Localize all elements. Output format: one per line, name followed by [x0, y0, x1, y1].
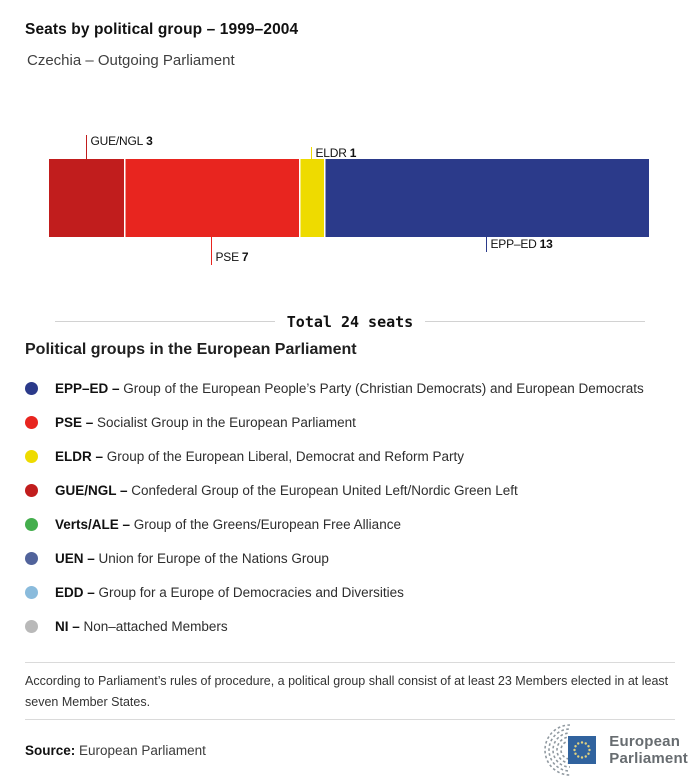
legend-label-ni: NI – Non–attached Members [55, 618, 228, 634]
stacked-bar [49, 159, 649, 237]
legend-dot-pse [25, 416, 38, 429]
bar-segment-pse[interactable] [124, 159, 299, 237]
legend-item-edd [0, 575, 700, 609]
source-label: Source: [25, 742, 76, 758]
tick-pse [211, 237, 213, 265]
legend-dot-epp-ed [25, 382, 38, 395]
tick-epp-ed [486, 237, 488, 252]
total-seats-divider [55, 312, 645, 331]
footnote: According to Parliament’s rules of procedure, a political group shall consist of at least 23 Members elected in at least seven Member States. [25, 674, 669, 709]
legend-dot-uen [25, 552, 38, 565]
bar-segment-label-pse: PSE 7 [215, 250, 249, 264]
tick-gue-ngl [86, 135, 88, 159]
legend-item-uen [0, 541, 700, 575]
legend-item-epp-ed [0, 371, 700, 405]
page-subtitle: Czechia – Outgoing Parliament [27, 52, 235, 69]
legend-item-verts-ale [0, 507, 700, 541]
source-value: European Parliament [79, 742, 206, 758]
legend-label-edd: EDD – Group for a Europe of Democracies and Diversities [55, 584, 404, 600]
logo-wordmark [609, 733, 688, 767]
legend-label-gue-ngl: GUE/NGL – Confederal Group of the European United Left/Nordic Green Left [55, 482, 518, 498]
legend-label-pse: PSE – Socialist Group in the European Parliament [55, 414, 356, 430]
divider-line-right [425, 321, 645, 322]
tick-eldr [311, 147, 313, 159]
divider-line-left [55, 321, 275, 322]
legend-dot-ni [25, 620, 38, 633]
legend-item-pse [0, 405, 700, 439]
legend-label-eldr: ELDR – Group of the European Liberal, Democrat and Reform Party [55, 448, 464, 464]
legend-dot-eldr [25, 450, 38, 463]
legend-heading: Political groups in the European Parliament [25, 341, 357, 358]
total-seats-label: Total 24 seats [286, 312, 414, 331]
bar-segment-label-gue-ngl: GUE/NGL 3 [90, 134, 153, 148]
legend-item-gue-ngl [0, 473, 700, 507]
legend-label-epp-ed: EPP–ED – Group of the European People’s Party (Christian Democrats) and European Democrats [55, 380, 644, 396]
footer [0, 720, 700, 776]
legend-dot-gue-ngl [25, 484, 38, 497]
bar-segment-gue-ngl[interactable] [49, 159, 124, 237]
legend-label-uen: UEN – Union for Europe of the Nations Group [55, 550, 329, 566]
legend [0, 371, 700, 643]
legend-item-ni [0, 609, 700, 643]
bar-segment-label-epp-ed: EPP–ED 13 [490, 237, 553, 251]
seats-bar-chart [0, 132, 700, 267]
legend-dot-edd [25, 586, 38, 599]
bar-segment-eldr[interactable] [299, 159, 324, 237]
bar-segment-epp-ed[interactable] [324, 159, 649, 237]
parliament-hemicycle-icon [510, 724, 602, 776]
header [0, 0, 700, 69]
european-parliament-logo [510, 724, 688, 776]
stacked-bar-area [49, 134, 649, 264]
legend-item-eldr [0, 439, 700, 473]
page-title: Seats by political group – 1999–2004 [25, 21, 299, 38]
footnote-rule-top [25, 662, 675, 663]
footnote-block [0, 662, 700, 720]
source-line [25, 743, 206, 758]
logo-line1: European [609, 733, 681, 751]
bar-segment-label-eldr: ELDR 1 [315, 146, 357, 160]
legend-dot-verts-ale [25, 518, 38, 531]
legend-label-verts-ale: Verts/ALE – Group of the Greens/European Free Alliance [55, 516, 401, 532]
logo-line2: Parliament [609, 750, 688, 768]
